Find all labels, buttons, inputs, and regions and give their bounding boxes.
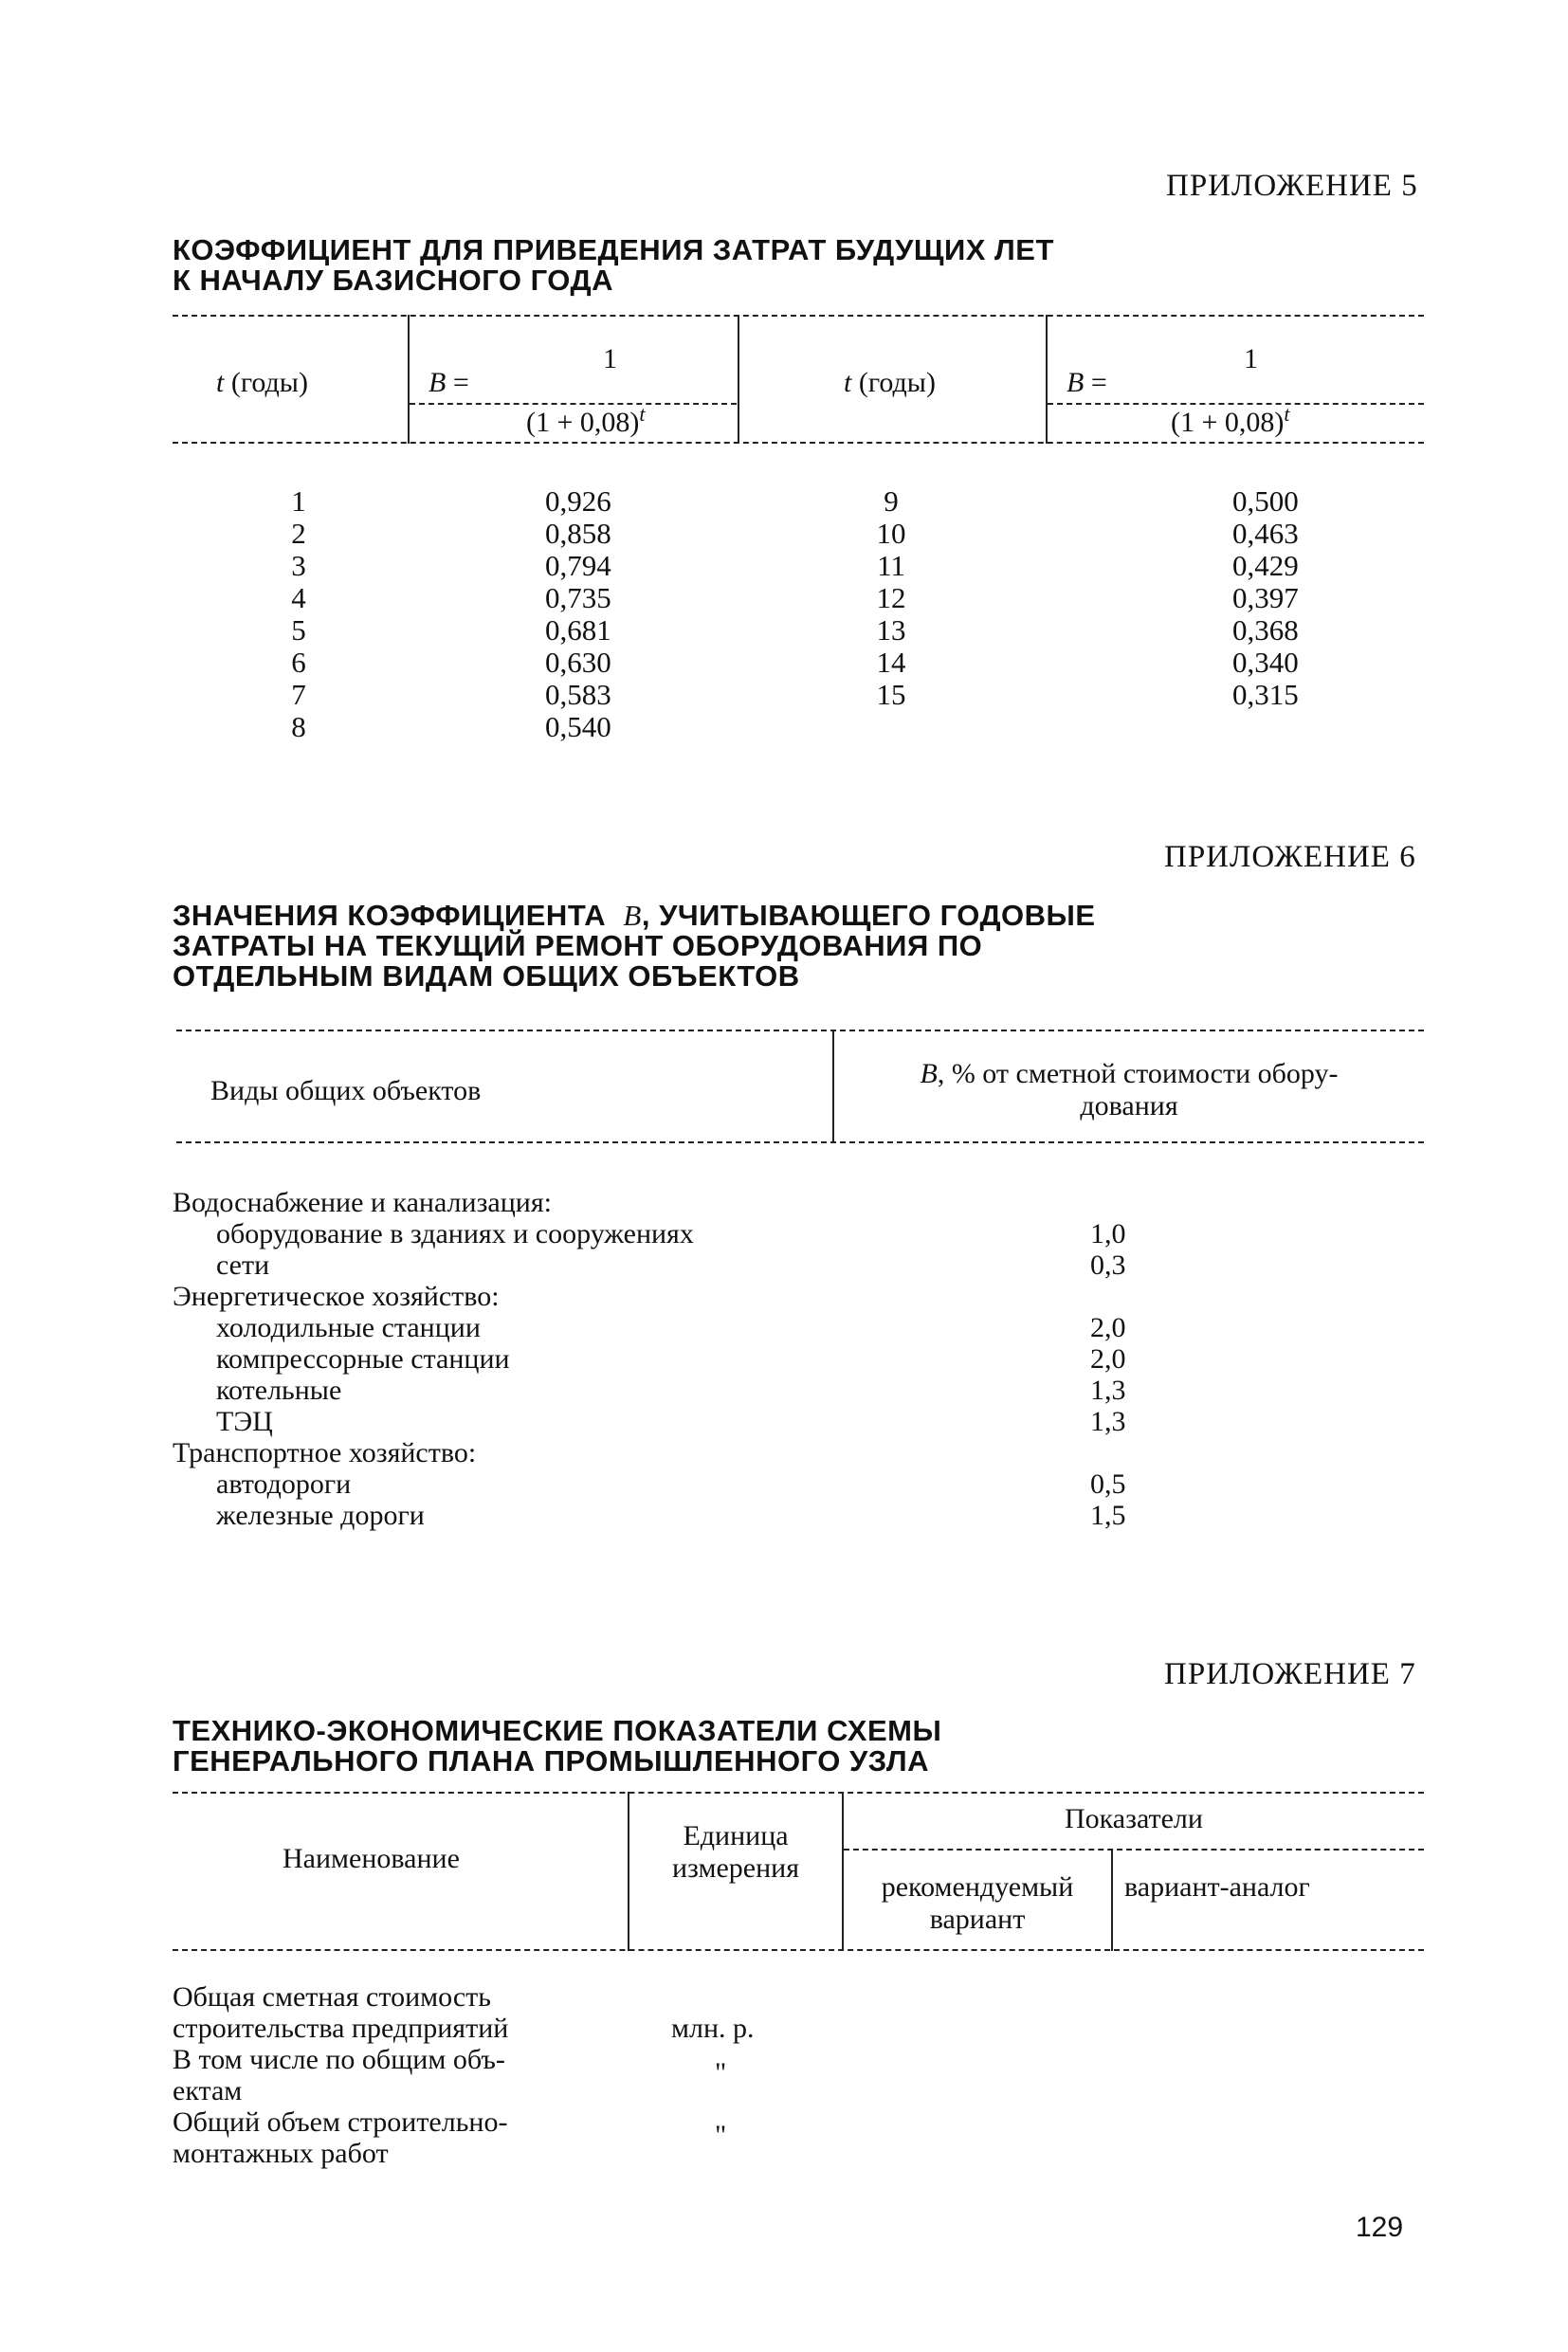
table-row [173,1468,1126,1500]
table-cell: 9 [884,484,899,518]
row-value: 1,3 [1090,1375,1126,1406]
row-label: автодороги [216,1468,352,1500]
annex5-col2-t [863,485,920,711]
annex7-rows [173,1981,1026,2169]
table-cell: 0,463 [1232,517,1299,550]
annex6-header-right: B, % от сметной стоимости обору- дования [920,1058,1339,1121]
row-label: котельные [216,1375,342,1406]
row-label: сети [216,1249,270,1281]
table-row [173,1437,1121,1468]
annex5-b1-denominator: $(1 + 0,08)^t$ [526,402,646,438]
annex6-title [173,901,1096,992]
annex5-title-line2: К НАЧАЛУ БАЗИСНОГО ГОДА [173,264,613,297]
table-cell: 5 [291,613,306,647]
annex6-title-line1b: , УЧИТЫВАЮЩЕГО ГОДОВЫЕ [641,899,1096,932]
table-cell: 12 [876,581,906,614]
row-label: Энергетическое хозяйство: [173,1281,500,1312]
table-cell: 1 [291,484,306,518]
annex5-b2-numerator: 1 [1244,343,1258,374]
annex7-header-recommended: рекомендуемый вариант [881,1871,1074,1935]
row-label-line2: строительства предприятий [173,2013,509,2044]
row-value: 2,0 [1090,1343,1126,1375]
table-cell: 10 [876,517,906,550]
table-cell: 0,340 [1232,646,1299,679]
table-cell: 4 [291,581,306,614]
annex5-col1-b [545,485,611,743]
table-cell: 0,315 [1232,678,1299,711]
row-label-line1: Общая сметная стоимость [173,1981,491,2013]
annex7-header-analog: вариант-аналог [1124,1871,1310,1903]
table-row [173,1281,1121,1312]
row-value: 1,3 [1090,1406,1126,1437]
table-cell: 0,500 [1232,484,1299,518]
row-value: 0,5 [1090,1468,1126,1500]
table-row [173,1187,1121,1218]
annex5-header-t1: t (годы) [216,367,308,398]
table-cell: 0,397 [1232,581,1299,614]
table-cell: 0,630 [545,646,611,679]
annex5-b1-numerator: 1 [603,343,617,374]
table-cell: 8 [291,710,306,743]
annex6-rows [173,1187,1126,1531]
table-cell: 11 [877,549,905,582]
table-row [173,2106,1026,2169]
table-cell: 7 [291,678,306,711]
table-cell: 0,429 [1232,549,1299,582]
page-number: 129 [1356,2212,1404,2243]
annex7-title [173,1716,941,1777]
row-label: Водоснабжение и канализация: [173,1187,552,1218]
table-cell: 0,735 [545,581,611,614]
annex6-title-var: B [623,899,642,932]
table-row [173,2044,1026,2106]
table-row [173,1375,1126,1406]
table-cell: 0,681 [545,613,611,647]
table-row [173,1218,1126,1249]
row-unit: " [715,2057,727,2088]
table-cell: 0,540 [545,710,611,743]
row-label: компрессорные станции [216,1343,510,1375]
row-label: оборудование в зданиях и сооружениях [216,1218,694,1249]
annex6-header-left: Виды общих объектов [210,1075,482,1106]
annex5-header-t2: t (годы) [844,367,936,398]
annex5-col2-b [1232,485,1299,711]
table-cell: 13 [876,613,906,647]
row-value: 1,0 [1090,1218,1126,1249]
row-label: железные дороги [216,1500,425,1531]
table-row [173,1343,1126,1375]
row-label: холодильные станции [216,1312,481,1343]
annex7-header-name: Наименование [283,1843,460,1874]
annex5-label: ПРИЛОЖЕНИЕ 5 [1166,169,1418,203]
table-row [173,1312,1126,1343]
annex6-label: ПРИЛОЖЕНИЕ 6 [1164,840,1416,874]
table-cell: 0,926 [545,484,611,518]
annex7-header-unit: Единица измерения [671,1820,799,1884]
table-cell: 0,794 [545,549,611,582]
table-row [173,1981,1026,2044]
annex6-title-line1: ЗНАЧЕНИЯ КОЭФФИЦИЕНТА [173,899,607,932]
table-cell: 0,583 [545,678,611,711]
table-row [173,1500,1126,1531]
annex7-label: ПРИЛОЖЕНИЕ 7 [1164,1657,1416,1691]
annex6-title-line3: ОТДЕЛЬНЫМ ВИДАМ ОБЩИХ ОБЪЕКТОВ [173,959,800,993]
table-cell: 6 [291,646,306,679]
annex5-title [173,235,1054,296]
table-cell: 15 [876,678,906,711]
row-label-line1: В том числе по общим объ- [173,2044,505,2075]
row-label-line2: ектам [173,2075,243,2106]
row-label: Транспортное хозяйство: [173,1437,477,1468]
annex7-title-line1: ТЕХНИКО-ЭКОНОМИЧЕСКИЕ ПОКАЗАТЕЛИ СХЕМЫ [173,1714,942,1747]
row-unit: " [715,2120,727,2151]
annex5-header-b1: B = [428,367,469,398]
annex7-header-indicators: Показатели [1065,1803,1203,1834]
annex5-b2-denominator: $(1 + 0,08)^t$ [1171,402,1290,438]
annex5-header-b2: B = [1067,367,1107,398]
row-label: ТЭЦ [216,1406,273,1437]
table-cell: 14 [876,646,906,679]
row-value: 1,5 [1090,1500,1126,1531]
row-unit: млн. р. [671,2013,755,2044]
row-value: 2,0 [1090,1312,1126,1343]
table-cell: 0,858 [545,517,611,550]
annex6-title-line2: ЗАТРАТЫ НА ТЕКУЩИЙ РЕМОНТ ОБОРУДОВАНИЯ ПО [173,929,983,962]
annex7-title-line2: ГЕНЕРАЛЬНОГО ПЛАНА ПРОМЫШЛЕННОГО УЗЛА [173,1744,930,1778]
table-row [173,1249,1126,1281]
row-label-line1: Общий объем строительно- [173,2106,508,2138]
annex5-title-line1: КОЭФФИЦИЕНТ ДЛЯ ПРИВЕДЕНИЯ ЗАТРАТ БУДУЩИХ ЛЕТ [173,233,1054,266]
row-label-line2: монтажных работ [173,2138,389,2169]
annex5-col1-t [275,485,322,743]
row-value: 0,3 [1090,1249,1126,1281]
table-row [173,1406,1126,1437]
table-cell: 0,368 [1232,613,1299,647]
table-cell: 2 [291,517,306,550]
table-cell: 3 [291,549,306,582]
